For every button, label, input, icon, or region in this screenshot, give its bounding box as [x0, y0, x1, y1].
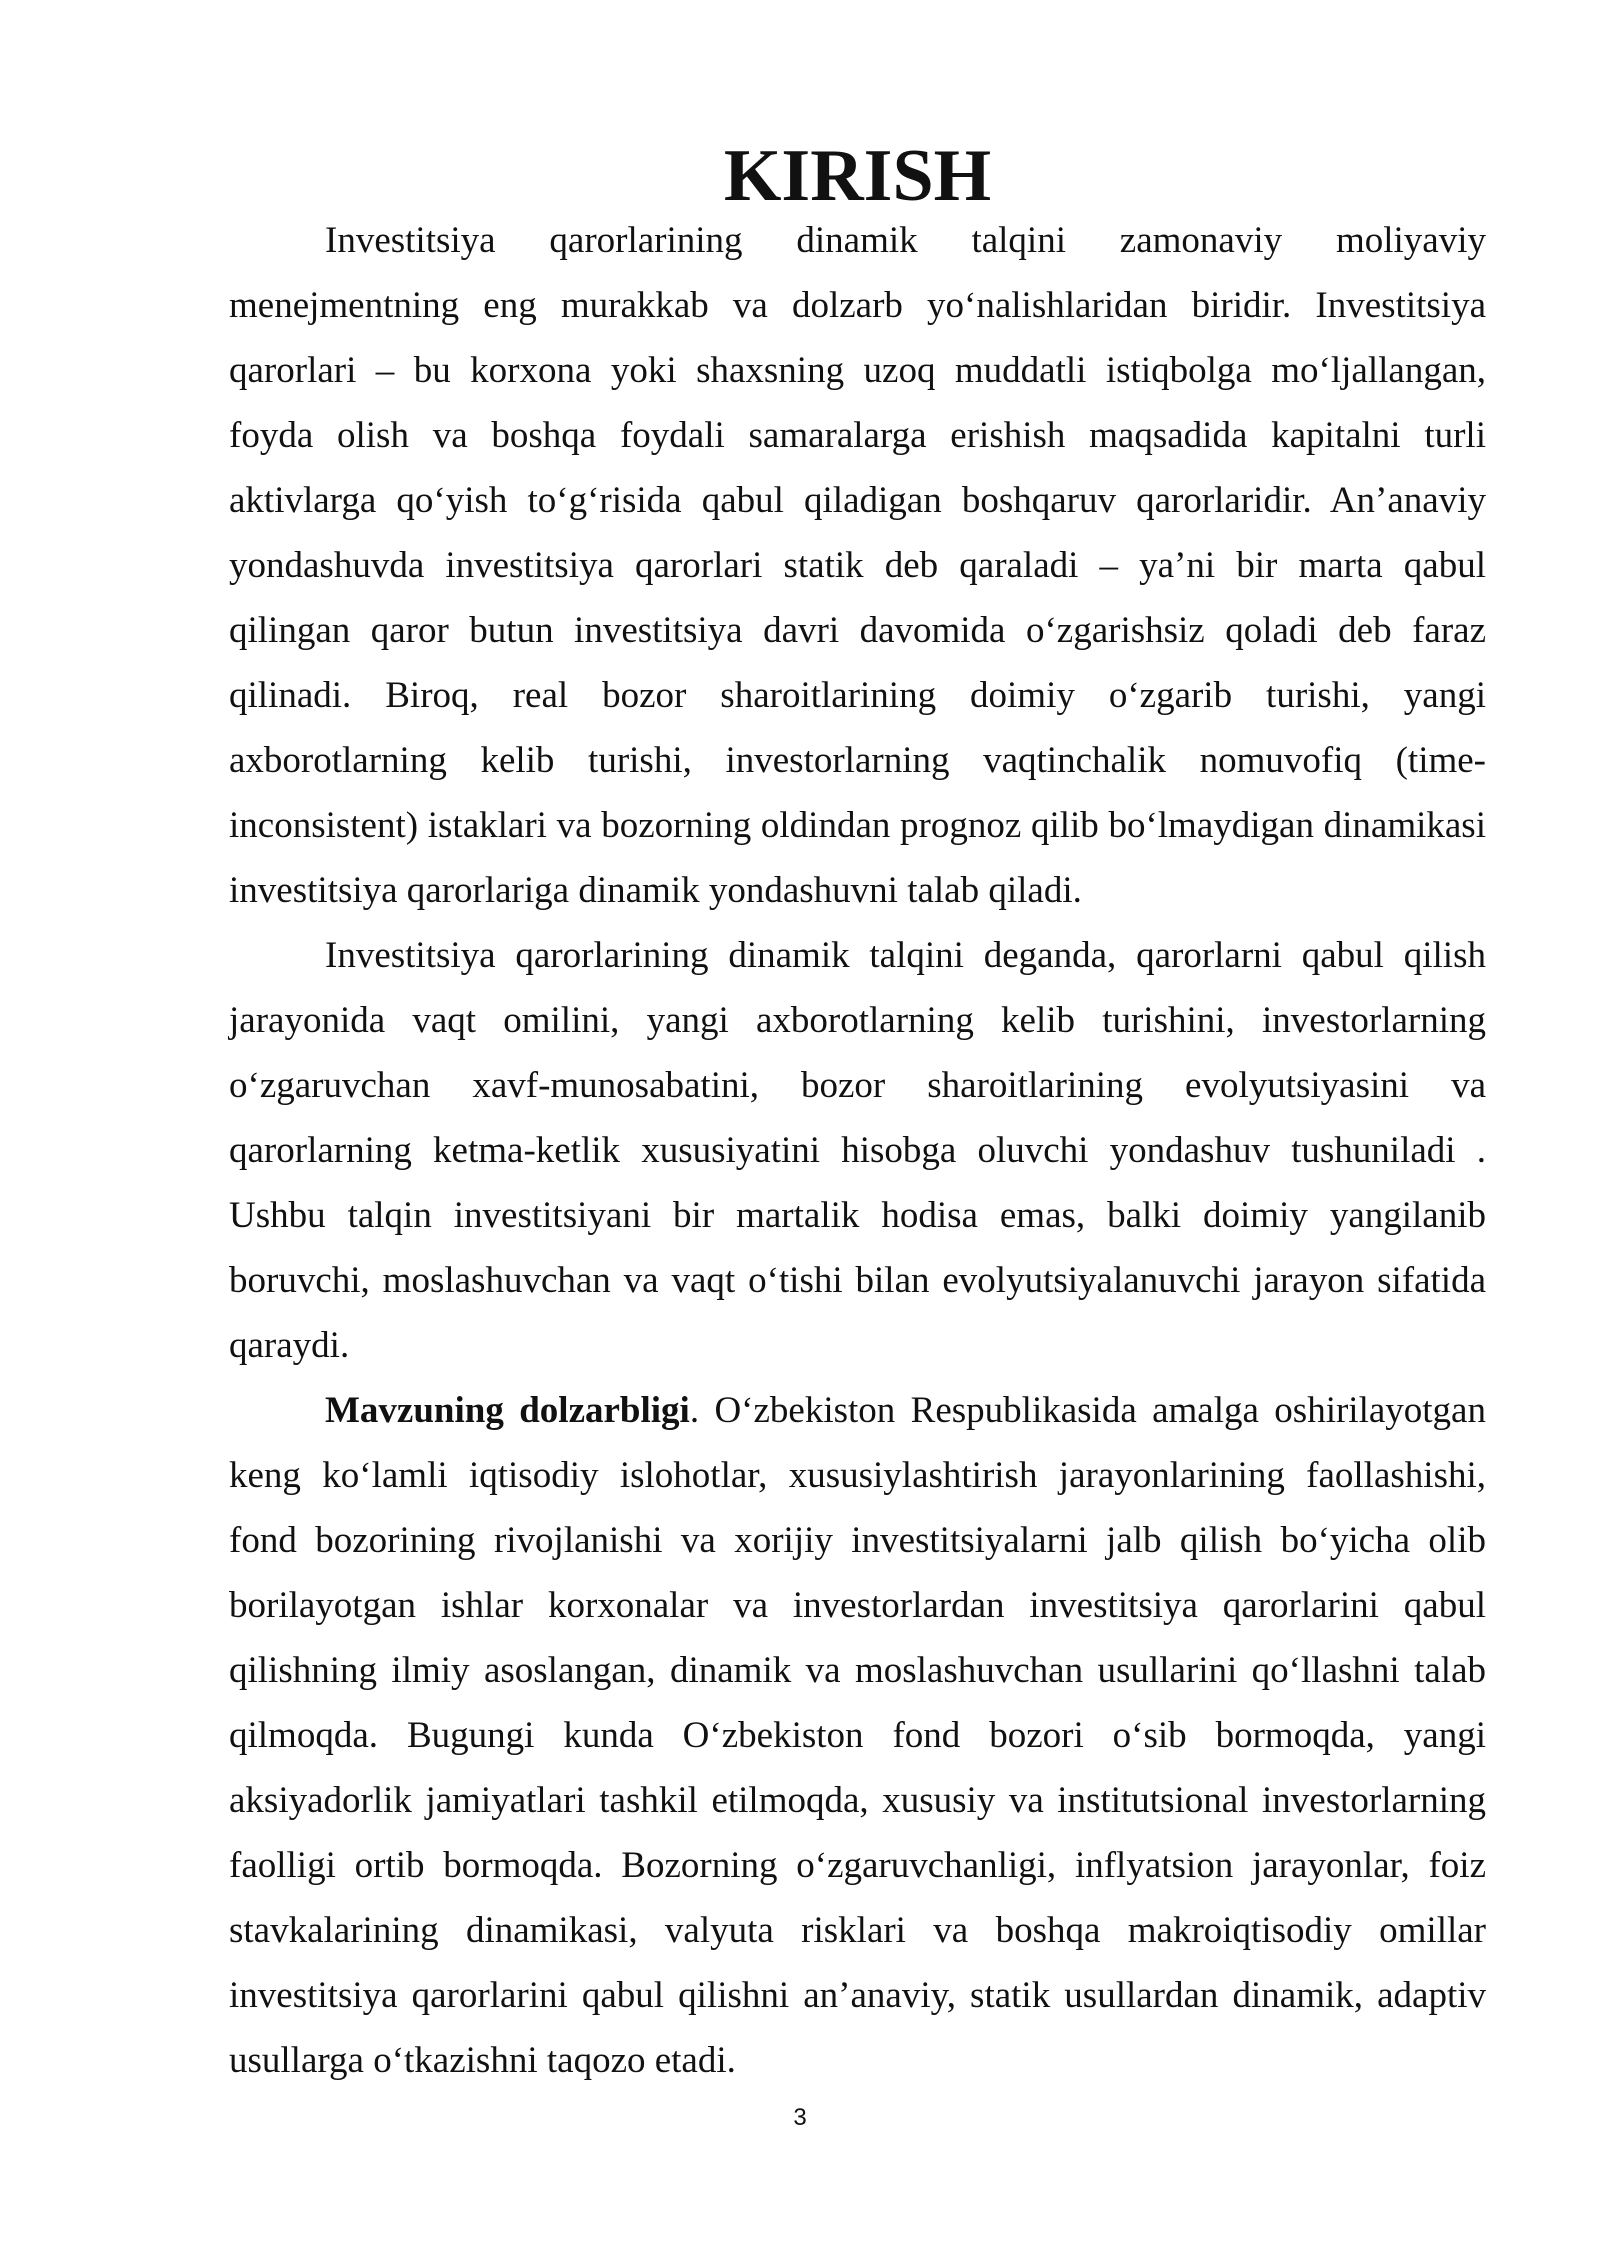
- paragraph-1-text: Investitsiya qarorlarining dinamik talqini zamonaviy moliyaviy menejmentning eng murakkab va dolzarb yo‘nalishlaridan biridir. Investitsiya qarorlari – bu korxona yoki shaxsning uzoq muddatli istiqbolga mo‘ljallangan, foyda olish va boshqa foydali samaralarga erishish maqsadida kapitalni turli aktivlarga qo‘yish to‘g‘risida qabul qiladigan boshqaruv qarorlaridir. An’anaviy yondashuvda investitsiya qarorlari statik deb qaraladi – ya’ni bir marta qabul qilingan qaror butun investitsiya davri davomida o‘zgarishsiz qoladi deb faraz qilinadi. Biroq, real bozor sharoitlarining doimiy o‘zgarib turishi, yangi axborotlarning kelib turishi, investorlarning vaqtinchalik nomuvofiq (time-inconsistent) istaklari va bozorning oldindan prognoz qilib bo‘lmaydigan dinamikasi investitsiya qarorlariga dinamik yondashuvni talab qiladi.: [229, 220, 1486, 911]
- section-title: KIRISH: [723, 135, 992, 217]
- page-number: 3: [793, 2104, 807, 2131]
- paragraph-3-text: . O‘zbekiston Respublikasida amalga oshirilayotgan keng ko‘lamli iqtisodiy islohotlar, xususiylashtirish jarayonlarining faollashishi, fond bozorining rivojlanishi va xorijiy investitsiyalarni jalb qilish bo‘yicha olib borilayotgan ishlar korxonalar va investorlardan investitsiya qarorlarini qabul qilishning ilmiy asoslangan, dinamik va moslashuvchan usullarini qo‘llashni talab qilmoqda. Bugungi kunda O‘zbekiston fond bozori o‘sib bormoqda, yangi aksiyadorlik jamiyatlari tashkil etilmoqda, xususiy va institutsional investorlarning faolligi ortib bormoqda. Bozorning o‘zgaruvchanligi, inflyatsion jarayonlar, foiz stavkalarining dinamikasi, valyuta risklari va boshqa makroiqtisodiy omillar investitsiya qarorlarini qabul qilishni an’anaviy, statik usullardan dinamik, adaptiv usullarga o‘tkazishni taqozo etadi.: [229, 1390, 1486, 2081]
- paragraph-1: [229, 208, 1486, 923]
- paragraph-2: [229, 923, 1486, 1378]
- paragraph-3-lead: Mavzuning dolzarbligi: [325, 1390, 690, 1431]
- paragraph-2-text: Investitsiya qarorlarining dinamik talqini deganda, qarorlarni qabul qilish jarayonida vaqt omilini, yangi axborotlarning kelib turishini, investorlarning o‘zgaruvchan xavf-munosabatini, bozor sharoitlarining evolyutsiyasini va qarorlarning ketma-ketlik xususiyatini hisobga oluvchi yondashuv tushuniladi . Ushbu talqin investitsiyani bir martalik hodisa emas, balki doimiy yangilanib boruvchi, moslashuvchan va vaqt o‘tishi bilan evolyutsiyalanuvchi jarayon sifatida qaraydi.: [229, 935, 1486, 1366]
- paragraph-3: [229, 1378, 1486, 2093]
- page-content: [229, 135, 1486, 2093]
